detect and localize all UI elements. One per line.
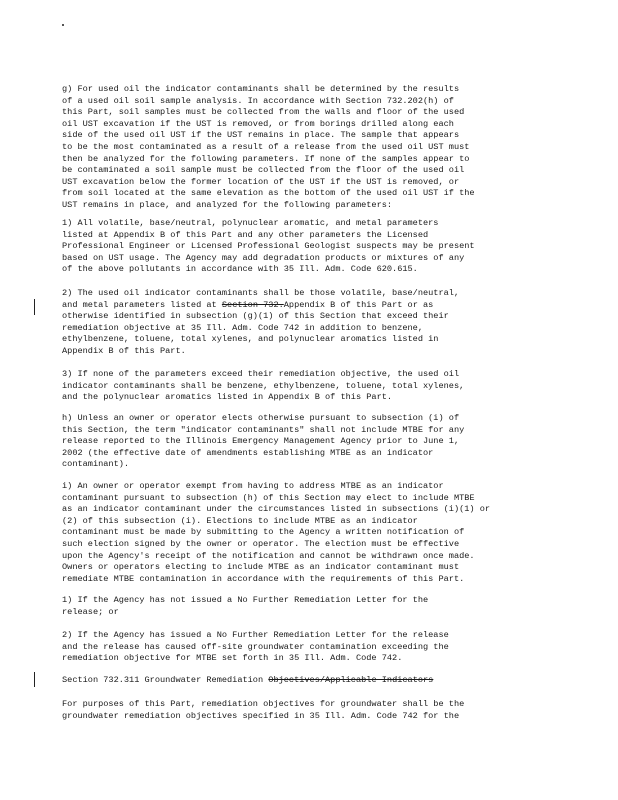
scan-speck <box>62 24 64 26</box>
paragraph-g2-text: 2) The used oil indicator contaminants shall be those volatile, base/neutral, and metal parameters listed at <box>62 288 460 310</box>
change-bar <box>34 299 35 315</box>
paragraph-g2 <box>62 288 567 358</box>
struck-heading-text: Objectives/Applicable Indicators <box>268 675 434 685</box>
paragraph-h: h) Unless an owner or operator elects otherwise pursuant to subsection (i) of this Section, the term "indicator contaminants" shall not include MTBE for any release reported to the Illinois Emergency Management Agency prior to June 1, 2002 (the effective date of amendments establishing MTBE as an indicator contaminant). <box>62 413 465 470</box>
paragraph-closing: For purposes of this Part, remediation objectives for groundwater shall be the groundwater remediation objectives specified in 35 Ill. Adm. Code 742 for the <box>62 699 465 721</box>
paragraph-g: g) For used oil the indicator contaminants shall be determined by the results of a used oil soil sample analysis. In accordance with Section 732.202(h) of this Part, soil samples must be collected from the walls and floor of the used oil UST excavation if the UST is removed, or from borings drilled along each side of the used oil UST if the UST remains in place. The sample that appears to be the most contaminated as a result of a release from the used oil UST must then be analyzed for the following parameters. If none of the samples appear to be contaminated a soil sample must be collected from the floor of the used oil UST excavation below the former location of the UST if the UST is removed, or from soil located at the same elevation as the bottom of the used oil UST if the UST remains in place, and analyzed for the following parameters: <box>62 84 475 210</box>
paragraph-g2-text-cont: Appendix B of this Part or as otherwise identified in subsection (g)(1) of this Section that exceed their remediation objective at 35 Ill. Adm. Code 742 in addition to benzene, ethylbenzene, toluene, total xylenes, and polynuclear aromatics listed in Appendix B of this Part. <box>62 299 449 356</box>
section-heading <box>62 675 567 687</box>
struck-text: Section 732. <box>221 299 284 310</box>
paragraph-i2: 2) If the Agency has issued a No Further Remediation Letter for the release and the release has caused off-site groundwater contamination exceeding the remediation objective for MTBE set forth in 35 Ill. Adm. Code 742. <box>62 630 449 664</box>
paragraph-i1: 1) If the Agency has not issued a No Further Remediation Letter for the release; or <box>62 595 429 617</box>
paragraph-g3: 3) If none of the parameters exceed their remediation objective, the used oil indicator contaminants shall be benzene, ethylbenzene, toluene, total xylenes, and the polynuclear aromatics listed in Appendix B of this Part. <box>62 369 465 403</box>
paragraph-i: i) An owner or operator exempt from having to address MTBE as an indicator contaminant pursuant to subsection (h) of this Section may elect to include MTBE as an indicator contaminant under the circumstances listed in subsections (i)(1) or (2) of this subsection (i). Elections to include MTBE as an indicator contaminant must be made by submitting to the Agency a written notification of such election signed by the owner or operator. The election must be effective upon the Agency's receipt of the notification and cannot be withdrawn once made. Owners or operators electing to include MTBE as an indicator contaminant must remediate MTBE contamination in accordance with the requirements of this Part. <box>62 481 491 584</box>
paragraph-g1: 1) All volatile, base/neutral, polynuclear aromatic, and metal parameters listed at Appendix B of this Part and any other parameters the Licensed Professional Engineer or Licensed Professional Geologist suspects may be present based on UST usage. The Agency may add degradation products or mixtures of any of the above pollutants in accordance with 35 Ill. Adm. Code 620.615. <box>62 218 475 275</box>
section-heading-text: Section 732.311 Groundwater Remediation <box>62 675 269 685</box>
change-bar <box>34 672 35 687</box>
